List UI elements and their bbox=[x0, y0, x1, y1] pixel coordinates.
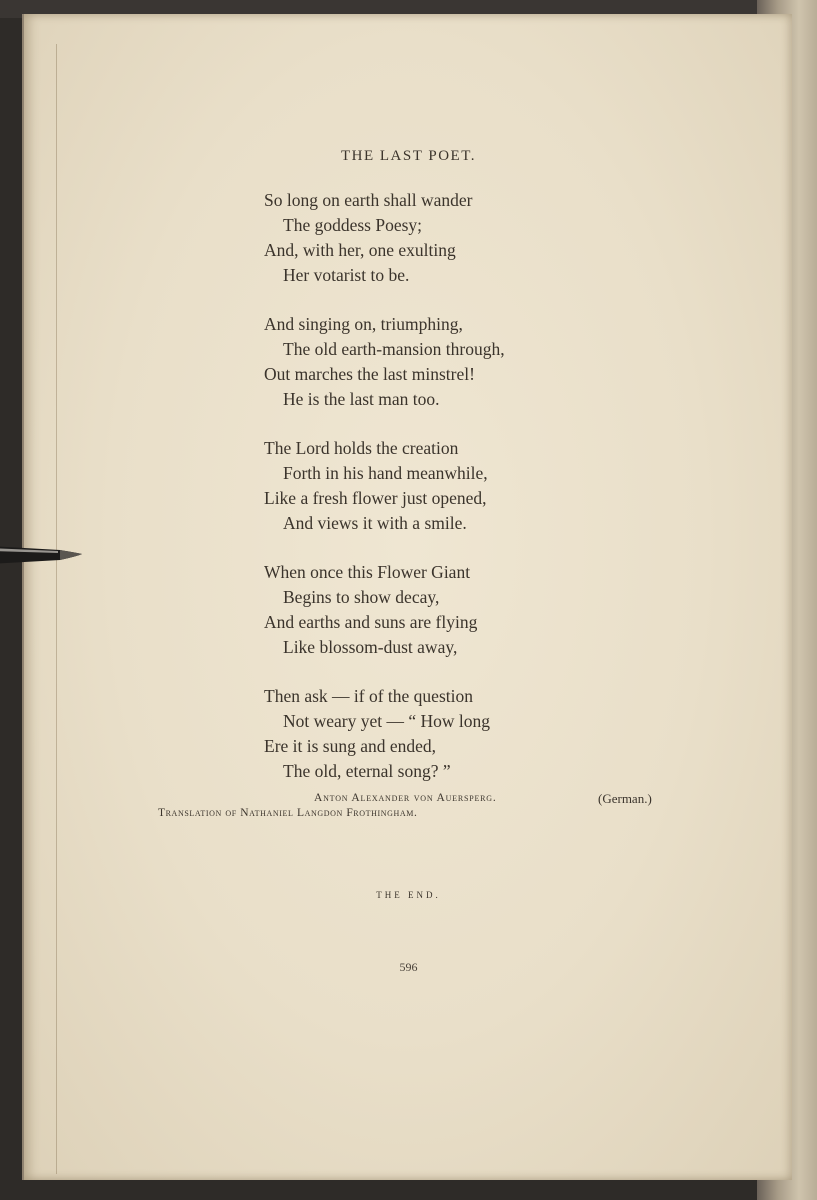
stanza bbox=[264, 436, 684, 536]
poem-line: Not weary yet — “ How long bbox=[283, 711, 491, 731]
poem-line: Out marches the last minstrel! bbox=[264, 364, 475, 384]
poem-line: Like a fresh flower just opened, bbox=[264, 488, 487, 508]
poem-line: The old, eternal song? ” bbox=[283, 761, 451, 781]
pen-tip-icon bbox=[0, 538, 90, 568]
author-attribution: Anton Alexander von Auersperg. bbox=[314, 792, 497, 804]
stanza bbox=[264, 188, 684, 288]
poem-line: Ere it is sung and ended, bbox=[264, 736, 437, 756]
poem-line: The goddess Poesy; bbox=[283, 215, 423, 235]
poem-line: And, with her, one exulting bbox=[264, 240, 456, 260]
poem-line: He is the last man too. bbox=[283, 389, 440, 409]
poem-line: And earths and suns are flying bbox=[264, 612, 478, 632]
stanza bbox=[264, 560, 684, 660]
page-number: 596 bbox=[399, 960, 418, 974]
poem-line: Then ask — if of the question bbox=[264, 686, 473, 706]
poem-line: Her votarist to be. bbox=[283, 265, 410, 285]
translator-credit: Translation of Nathaniel Langdon Frothingham. bbox=[158, 807, 418, 819]
stanza bbox=[264, 312, 684, 412]
poem-line: And singing on, triumphing, bbox=[264, 314, 463, 334]
stanza bbox=[264, 684, 684, 784]
poem-body bbox=[264, 188, 684, 808]
poem-line: The old earth-mansion through, bbox=[283, 339, 505, 359]
poem-title: THE LAST POET. bbox=[340, 148, 477, 164]
poem-line: When once this Flower Giant bbox=[264, 562, 471, 582]
poem-line: The Lord holds the creation bbox=[264, 438, 459, 458]
poem-line: So long on earth shall wander bbox=[264, 190, 473, 210]
poem-line: And views it with a smile. bbox=[283, 513, 467, 533]
poem-line: Begins to show decay, bbox=[283, 587, 440, 607]
poem-line: Like blossom-dust away, bbox=[283, 637, 458, 657]
poem-line: Forth in his hand meanwhile, bbox=[283, 463, 488, 483]
language-note: (German.) bbox=[598, 791, 652, 806]
gutter-line bbox=[56, 44, 57, 1174]
the-end: THE END. bbox=[376, 890, 441, 900]
